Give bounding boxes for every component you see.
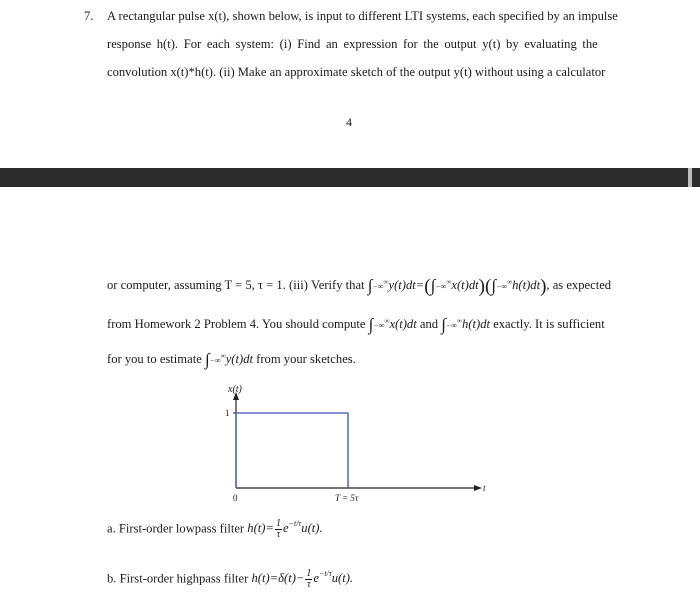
origin-label: 0 bbox=[233, 493, 238, 503]
scrollbar-thumb[interactable] bbox=[688, 168, 692, 187]
continuation-line-5 bbox=[107, 315, 605, 335]
part-a-formula: h(t)= $\frac{1}{\tau}$ $e^{-t/\tau}u(t)$. bbox=[247, 518, 323, 540]
problem-number: 7. bbox=[84, 9, 94, 23]
problem-line-2: response h(t). For each system: (i) Find an expression for the output y(t) by evaluating the bbox=[107, 37, 598, 51]
line4-end: , as expected bbox=[546, 278, 612, 292]
integral-x: ∫−∞∞x(t)dt bbox=[368, 315, 417, 334]
problem-line-3: convolution x(t)*h(t). (ii) Make an approximate sketch of the output y(t) without using a calculator bbox=[107, 65, 606, 79]
part-a-label: a. First-order lowpass filter bbox=[107, 521, 245, 536]
integral-y: ∫−∞∞y(t)dt bbox=[204, 350, 253, 369]
line6-start: for you to estimate bbox=[107, 352, 202, 366]
verify-equation: ∫−∞∞y(t)dt=(∫−∞∞x(t)dt)(∫−∞∞h(t)dt) bbox=[367, 276, 547, 297]
line4-start: or computer, assuming T = 5, τ = 1. (iii) Verify that bbox=[107, 278, 365, 292]
pulse-figure bbox=[200, 380, 500, 510]
continuation-line-4 bbox=[107, 276, 611, 298]
line5-end: exactly. It is sufficient bbox=[493, 317, 605, 331]
part-a bbox=[107, 519, 323, 540]
pulse-shape bbox=[236, 413, 348, 488]
line5-and: and bbox=[419, 317, 439, 331]
page-number: 4 bbox=[346, 115, 352, 129]
line6-end: from your sketches. bbox=[256, 352, 356, 366]
pulse-end-label: T = 5τ bbox=[335, 493, 359, 503]
page-divider bbox=[0, 168, 700, 187]
part-b-formula: h(t)=δ(t)− $\frac{1}{\tau}$ $e^{-t/\tau}u(t)$. bbox=[251, 568, 354, 590]
integral-h: ∫−∞∞h(t)dt bbox=[441, 315, 490, 334]
y-tick-label: 1 bbox=[225, 408, 230, 418]
part-b-label: b. First-order highpass filter bbox=[107, 571, 249, 586]
continuation-line-6 bbox=[107, 350, 356, 370]
line5-start: from Homework 2 Problem 4. You should compute bbox=[107, 317, 366, 331]
problem-line-1: A rectangular pulse x(t), shown below, is input to different LTI systems, each specified by an impulse bbox=[107, 9, 618, 23]
y-axis-label: x(t) bbox=[228, 384, 242, 395]
x-axis-label: t bbox=[483, 483, 486, 493]
part-b bbox=[107, 569, 353, 590]
x-axis-arrow bbox=[474, 485, 482, 491]
